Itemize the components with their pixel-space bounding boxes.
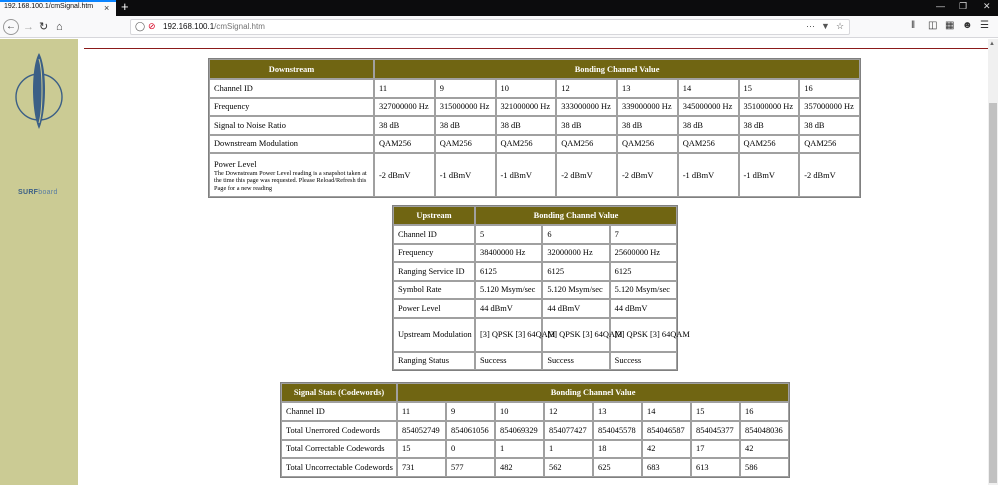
table-cell: QAM256	[617, 135, 678, 154]
pocket-icon[interactable]: ▼	[821, 21, 830, 31]
table-row-downstream-modulation	[209, 135, 860, 154]
table-cell: QAM256	[799, 135, 860, 154]
table-cell: 333000000 Hz	[556, 98, 617, 117]
table-cell: 351000000 Hz	[739, 98, 800, 117]
table-cell: 613	[691, 458, 740, 477]
table-cell: 854061056	[446, 421, 495, 440]
table-cell: 25600000 Hz	[610, 244, 677, 263]
table-cell: 38 dB	[799, 116, 860, 135]
table-cell: Success	[475, 352, 542, 371]
row-label	[209, 153, 374, 197]
table-cell: -2 dBmV	[799, 153, 860, 197]
row-label: Channel ID	[209, 79, 374, 98]
table-row-symbol-rate	[393, 281, 677, 300]
table-cell: 586	[740, 458, 789, 477]
row-label: Upstream Modulation	[393, 318, 475, 352]
table-cell: 9	[435, 79, 496, 98]
table-row-channel-id	[393, 225, 677, 244]
row-label: Symbol Rate	[393, 281, 475, 300]
upstream-value-header: Bonding Channel Value	[475, 206, 677, 225]
tab-title: 192.168.100.1/cmSignal.htm	[4, 3, 94, 10]
table-cell: 15	[691, 402, 740, 421]
table-cell: 44 dBmV	[475, 299, 542, 318]
table-cell: QAM256	[374, 135, 435, 154]
table-cell: 339000000 Hz	[617, 98, 678, 117]
row-label: Total Unerrored Codewords	[281, 421, 397, 440]
row-label: Downstream Modulation	[209, 135, 374, 154]
url-bar[interactable]	[130, 19, 850, 35]
table-cell: 38 dB	[496, 116, 557, 135]
table-cell: 12	[544, 402, 593, 421]
table-cell: 315000000 Hz	[435, 98, 496, 117]
logo-wordmark	[18, 189, 58, 196]
home-icon[interactable]: ⌂	[56, 21, 63, 33]
close-window-icon[interactable]: ✕	[983, 1, 991, 11]
row-label: Channel ID	[281, 402, 397, 421]
table-cell: 38 dB	[556, 116, 617, 135]
new-tab-button[interactable]: +	[121, 0, 129, 14]
table-cell: 625	[593, 458, 642, 477]
forward-icon[interactable]: →	[23, 21, 34, 33]
table-cell: Success	[542, 352, 609, 371]
table-cell: QAM256	[496, 135, 557, 154]
table-cell: [3] QPSK [3] 64QAM	[610, 318, 677, 352]
table-cell: 13	[593, 402, 642, 421]
table-row-ranging-status	[393, 352, 677, 371]
table-cell: QAM256	[739, 135, 800, 154]
table-cell: 38 dB	[617, 116, 678, 135]
table-cell: 482	[495, 458, 544, 477]
table-row-total-correctable-codewords	[281, 440, 789, 459]
table-cell: -1 dBmV	[678, 153, 739, 197]
table-cell: 18	[593, 440, 642, 459]
row-label: Frequency	[393, 244, 475, 263]
table-cell: 15	[739, 79, 800, 98]
scrollbar-thumb[interactable]	[989, 103, 997, 483]
menu-icon[interactable]: ☰	[980, 20, 989, 31]
library-icon[interactable]: ‖	[911, 20, 916, 31]
signal-stats-table	[280, 382, 790, 478]
table-row-channel-id	[209, 79, 860, 98]
upstream-title: Upstream	[393, 206, 475, 225]
scroll-up-icon[interactable]: ▲	[989, 41, 995, 47]
power-level-note: The Downstream Power Level reading is a snapshot taken at the time this page was requested. Please Reload/Refresh this Page for a new reading	[214, 169, 367, 192]
tab-close-icon[interactable]: ×	[104, 3, 110, 13]
table-cell: -1 dBmV	[435, 153, 496, 197]
signal-stats-header-row	[281, 383, 789, 402]
signal-stats-value-header: Bonding Channel Value	[397, 383, 789, 402]
table-cell: 854077427	[544, 421, 593, 440]
table-cell: 854046587	[642, 421, 691, 440]
table-cell: 683	[642, 458, 691, 477]
table-cell: 11	[374, 79, 435, 98]
sidebar-icon[interactable]: ◫	[928, 20, 938, 31]
table-cell: [3] QPSK [3] 64QAM	[542, 318, 609, 352]
table-cell: -2 dBmV	[374, 153, 435, 197]
table-cell: 5	[475, 225, 542, 244]
table-cell: 9	[446, 402, 495, 421]
browser-tab[interactable]	[0, 0, 116, 16]
maximize-icon[interactable]: ❐	[959, 1, 968, 11]
table-cell: 14	[678, 79, 739, 98]
surfboard-logo-icon	[12, 51, 66, 131]
table-row-upstream-modulation	[393, 318, 677, 352]
table-cell: 854069329	[495, 421, 544, 440]
table-cell: 6125	[475, 262, 542, 281]
row-label: Total Correctable Codewords	[281, 440, 397, 459]
table-cell: -1 dBmV	[496, 153, 557, 197]
table-row-total-unerrored-codewords	[281, 421, 789, 440]
table-cell: 321000000 Hz	[496, 98, 557, 117]
row-label: Channel ID	[393, 225, 475, 244]
downstream-header-row	[209, 59, 860, 79]
table-row-frequency	[393, 244, 677, 263]
navigation-toolbar	[0, 16, 998, 38]
table-cell: 577	[446, 458, 495, 477]
table-cell: 5.120 Msym/sec	[610, 281, 677, 300]
table-cell: -1 dBmV	[739, 153, 800, 197]
back-icon[interactable]: ←	[3, 19, 19, 35]
url-path: /cmSignal.htm	[214, 22, 265, 31]
table-cell: 345000000 Hz	[678, 98, 739, 117]
table-cell: 44 dBmV	[542, 299, 609, 318]
table-cell: 14	[642, 402, 691, 421]
row-label: Power Level	[393, 299, 475, 318]
upstream-header-row	[393, 206, 677, 225]
table-cell: 5.120 Msym/sec	[542, 281, 609, 300]
reader-icon[interactable]: ▦	[945, 20, 955, 31]
downstream-value-header: Bonding Channel Value	[374, 59, 860, 79]
row-label: Total Uncorrectable Codewords	[281, 458, 397, 477]
brand-sidebar	[0, 39, 78, 485]
table-cell: 6	[542, 225, 609, 244]
logo-bold: SURF	[18, 189, 39, 196]
table-row-frequency	[209, 98, 860, 117]
table-cell: 6125	[542, 262, 609, 281]
row-label: Frequency	[209, 98, 374, 117]
table-cell: 38400000 Hz	[475, 244, 542, 263]
page-scrollbar[interactable]	[988, 39, 998, 485]
page-actions-icon[interactable]: ⋯	[806, 21, 815, 31]
table-cell: 32000000 Hz	[542, 244, 609, 263]
table-row-power-level	[209, 153, 860, 197]
table-cell: 357000000 Hz	[799, 98, 860, 117]
table-cell: Success	[610, 352, 677, 371]
table-cell: 38 dB	[678, 116, 739, 135]
table-cell: 15	[397, 440, 446, 459]
table-row-signal-to-noise-ratio	[209, 116, 860, 135]
bookmark-star-icon[interactable]: ☆	[836, 21, 845, 31]
table-row-total-uncorrectable-codewords	[281, 458, 789, 477]
table-cell: 42	[740, 440, 789, 459]
row-label: Signal to Noise Ratio	[209, 116, 374, 135]
table-cell: 44 dBmV	[610, 299, 677, 318]
table-cell: QAM256	[556, 135, 617, 154]
insecure-lock-icon[interactable]: ⊘	[148, 21, 156, 31]
table-cell: 6125	[610, 262, 677, 281]
table-cell: QAM256	[678, 135, 739, 154]
table-cell: 13	[617, 79, 678, 98]
table-cell: 562	[544, 458, 593, 477]
table-row-ranging-service-id	[393, 262, 677, 281]
table-cell: 38 dB	[739, 116, 800, 135]
minimize-icon[interactable]: —	[936, 1, 945, 11]
signal-stats-title: Signal Stats (Codewords)	[281, 383, 397, 402]
table-cell: 854052749	[397, 421, 446, 440]
downstream-table	[208, 58, 861, 198]
table-cell: 854045578	[593, 421, 642, 440]
table-cell: 5.120 Msym/sec	[475, 281, 542, 300]
upstream-table	[392, 205, 690, 371]
row-label-text: Power Level	[214, 159, 257, 169]
table-cell: 12	[556, 79, 617, 98]
reload-icon[interactable]: ↻	[39, 21, 49, 33]
table-cell: 17	[691, 440, 740, 459]
table-cell: 16	[799, 79, 860, 98]
table-cell: 38 dB	[435, 116, 496, 135]
table-cell: 11	[397, 402, 446, 421]
table-cell: -2 dBmV	[617, 153, 678, 197]
account-icon[interactable]: ☻	[962, 20, 973, 31]
table-row-channel-id	[281, 402, 789, 421]
tab-bar	[0, 0, 998, 16]
downstream-title: Downstream	[209, 59, 374, 79]
row-label: Ranging Status	[393, 352, 475, 371]
table-cell: 0	[446, 440, 495, 459]
url-host: 192.168.100.1	[163, 22, 215, 31]
logo-light: board	[38, 189, 58, 196]
table-cell: 1	[544, 440, 593, 459]
table-cell: 38 dB	[374, 116, 435, 135]
table-cell: 16	[740, 402, 789, 421]
table-cell: 327000000 Hz	[374, 98, 435, 117]
header-divider	[84, 48, 988, 49]
table-cell: 1	[495, 440, 544, 459]
table-row-power-level	[393, 299, 677, 318]
table-cell: 731	[397, 458, 446, 477]
table-cell: 854045377	[691, 421, 740, 440]
table-cell: [3] QPSK [3] 64QAM	[475, 318, 542, 352]
row-label: Ranging Service ID	[393, 262, 475, 281]
table-cell: 7	[610, 225, 677, 244]
url-text[interactable]	[163, 22, 265, 31]
table-cell: -2 dBmV	[556, 153, 617, 197]
table-cell: QAM256	[435, 135, 496, 154]
table-cell: 10	[495, 402, 544, 421]
table-cell: 854048036	[740, 421, 789, 440]
shield-icon[interactable]: ◯	[135, 21, 146, 31]
table-cell: 10	[496, 79, 557, 98]
table-cell: 42	[642, 440, 691, 459]
